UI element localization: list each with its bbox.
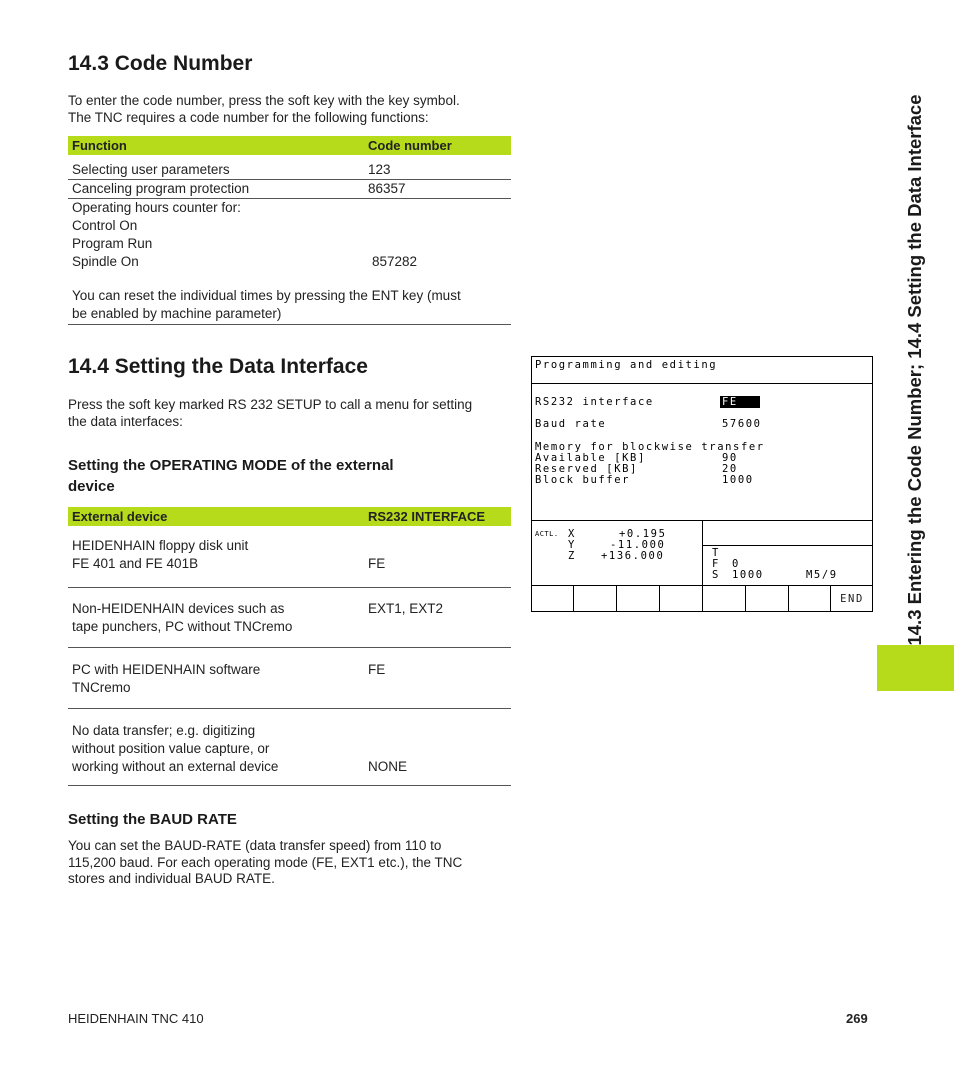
baud-value[interactable]: 57600 — [722, 418, 762, 430]
device-line: PC with HEIDENHAIN software — [72, 661, 261, 677]
code-cell: 86357 — [364, 180, 511, 199]
softkey-7[interactable] — [789, 585, 831, 612]
buffer-label: Block buffer — [535, 474, 631, 486]
external-device-table — [68, 507, 511, 786]
intro-line: Press the soft key marked RS 232 SETUP to call a menu for setting — [68, 397, 473, 412]
end-softkey[interactable]: END — [840, 593, 864, 605]
intro-line: To enter the code number, press the soft key with the key symbol. — [68, 93, 460, 108]
reserved-label: Reserved [KB] — [535, 463, 638, 475]
misc-function-value: M5/9 — [806, 569, 838, 581]
data-interface-intro — [68, 397, 472, 430]
z-axis-label: Z — [568, 550, 576, 562]
column-header-rs232: RS232 INTERFACE — [364, 507, 511, 526]
subheading-baud-rate: Setting the BAUD RATE — [68, 811, 237, 828]
softkey-3[interactable] — [617, 585, 660, 612]
tnc-screen — [531, 356, 873, 612]
y-axis-value: -11.000 — [610, 539, 666, 551]
x-axis-label: X — [568, 528, 576, 540]
reset-note-line: You can reset the individual times by pressing the ENT key (must — [72, 288, 461, 303]
page-number: 269 — [846, 1011, 868, 1026]
screen-divider — [702, 545, 872, 546]
function-line: Spindle On — [72, 254, 139, 269]
function-line: Program Run — [72, 236, 153, 251]
column-header-function: Function — [68, 136, 364, 155]
table-row — [68, 647, 511, 708]
baud-line: stores and individual BAUD RATE. — [68, 871, 275, 886]
z-axis-value: +136.000 — [601, 550, 665, 562]
mode-cell: NONE — [364, 708, 511, 785]
buffer-value[interactable]: 1000 — [722, 474, 754, 486]
baud-rate-text — [68, 838, 462, 888]
subheading-line: Setting the OPERATING MODE of the external — [68, 457, 394, 474]
device-line: FE 401 and FE 401B — [72, 556, 199, 571]
mode-cell: FE — [364, 526, 511, 587]
screen-divider — [702, 520, 703, 585]
code-number-intro — [68, 93, 460, 126]
spindle-value: 1000 — [732, 569, 764, 581]
function-line: Operating hours counter for: — [72, 200, 241, 215]
tool-label: T — [712, 547, 720, 559]
available-label: Available [KB] — [535, 452, 646, 464]
table-row — [68, 180, 511, 199]
memory-label: Memory for blockwise transfer — [535, 441, 765, 453]
x-axis-value: +0.195 — [619, 528, 667, 540]
baud-label: Baud rate — [535, 418, 607, 430]
spindle-label: S — [712, 569, 720, 581]
column-header-external-device: External device — [68, 507, 364, 526]
screen-divider — [532, 383, 872, 384]
softkey-5[interactable] — [703, 585, 746, 612]
softkey-6[interactable] — [746, 585, 789, 612]
mode-cell: FE — [364, 647, 511, 708]
device-line: Non-HEIDENHAIN devices such as — [72, 600, 285, 616]
table-row — [68, 526, 511, 587]
chapter-side-title — [879, 48, 949, 748]
section-title-code-number: 14.3 Code Number — [68, 52, 253, 75]
chapter-side-title-text: 14.3 Entering the Code Number; 14.4 Setting the Data Interface — [904, 94, 925, 646]
reserved-value[interactable]: 20 — [722, 463, 738, 475]
table-row — [68, 708, 511, 785]
y-axis-label: Y — [568, 539, 576, 551]
available-value[interactable]: 90 — [722, 452, 738, 464]
screen-mode-title: Programming and editing — [535, 359, 718, 371]
rs232-label: RS232 interface — [535, 396, 654, 408]
baud-line: You can set the BAUD-RATE (data transfer speed) from 110 to — [68, 838, 442, 853]
function-cell: Canceling program protection — [68, 180, 364, 199]
table-row — [68, 199, 511, 325]
subheading-line: device — [68, 478, 115, 495]
section-title-data-interface: 14.4 Setting the Data Interface — [68, 355, 368, 378]
column-header-code: Code number — [364, 136, 511, 155]
function-cell: Selecting user parameters — [68, 161, 364, 180]
softkey-1[interactable] — [531, 585, 574, 612]
device-line: HEIDENHAIN floppy disk unit — [72, 538, 249, 553]
intro-line: the data interfaces: — [68, 413, 183, 429]
function-line: Control On — [72, 218, 138, 233]
device-line: tape punchers, PC without TNCremo — [72, 618, 293, 634]
code-cell: 123 — [364, 161, 511, 180]
device-line: TNCremo — [72, 679, 131, 695]
rs232-value[interactable]: FE — [722, 396, 738, 408]
intro-line: The TNC requires a code number for the following functions: — [68, 109, 429, 125]
footer-product: HEIDENHAIN TNC 410 — [68, 1011, 204, 1026]
softkey-4[interactable] — [660, 585, 703, 612]
table-row — [68, 161, 511, 180]
reset-note-line: be enabled by machine parameter) — [72, 306, 282, 321]
feed-value: 0 — [732, 558, 740, 570]
table-row — [68, 587, 511, 647]
subheading-operating-mode — [68, 455, 394, 497]
code-number-table — [68, 136, 511, 325]
baud-line: 115,200 baud. For each operating mode (FE, EXT1 etc.), the TNC — [68, 854, 463, 870]
device-line: working without an external device — [72, 758, 279, 774]
device-line: without position value capture, or — [72, 740, 270, 756]
feed-label: F — [712, 558, 720, 570]
mode-cell: EXT1, EXT2 — [364, 587, 511, 647]
actl-label: ACTL. — [535, 530, 559, 538]
device-line: No data transfer; e.g. digitizing — [72, 722, 256, 738]
code-cell: 857282 — [372, 254, 418, 269]
softkey-2[interactable] — [574, 585, 617, 612]
